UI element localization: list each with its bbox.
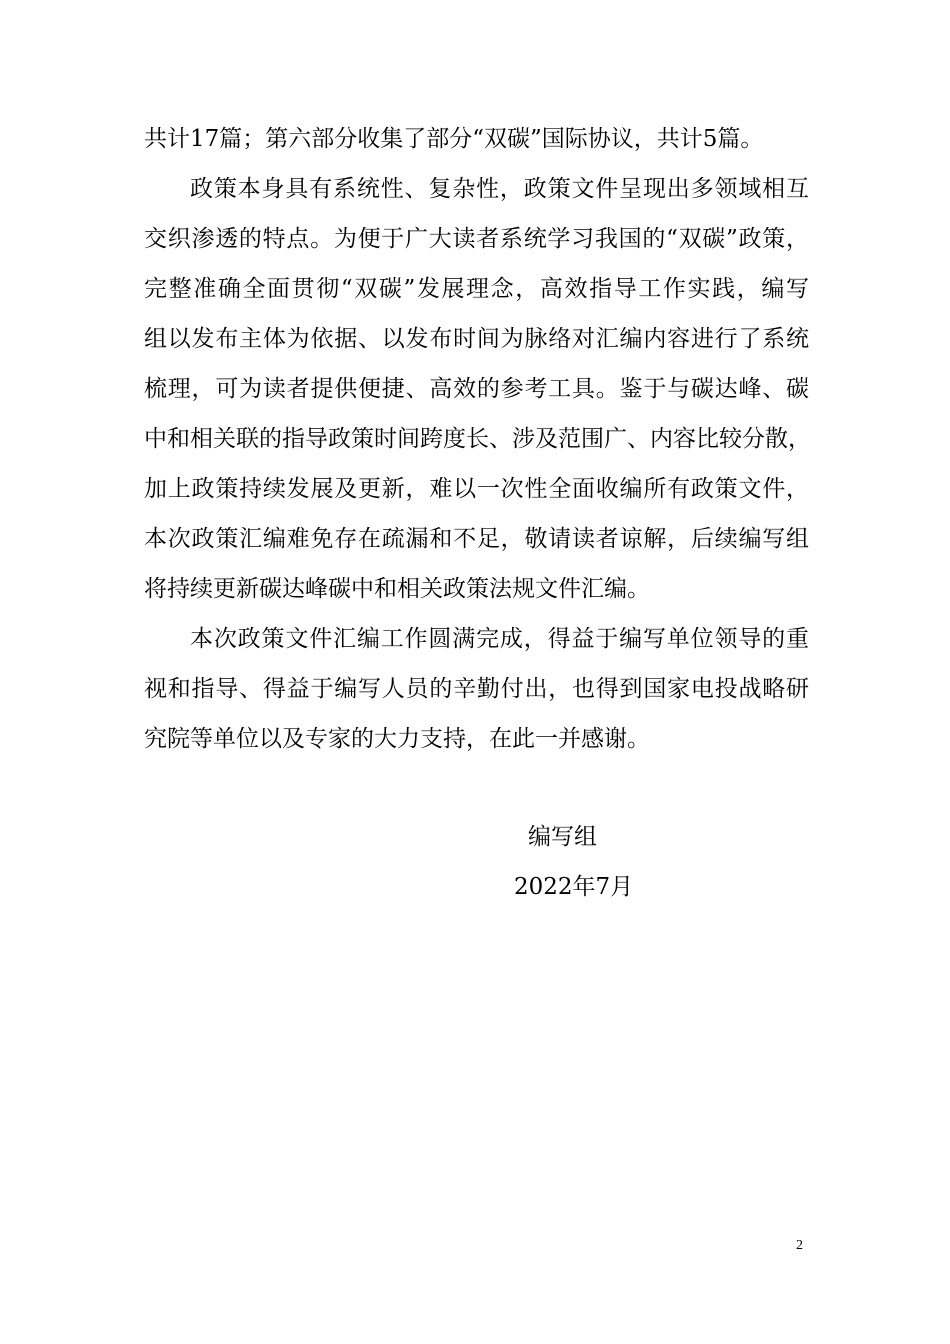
paragraph-line: 组以发布主体为依据、以发布时间为脉络对汇编内容进行了系统	[144, 326, 809, 352]
paragraph-line: 究院等单位以及专家的大力支持，在此一并感谢。	[144, 726, 650, 752]
paragraph-line: 本次政策汇编难免存在疏漏和不足，敬请读者谅解，后续编写组	[144, 526, 809, 552]
paragraph-line: 完整准确全面贯彻“双碳”发展理念，高效指导工作实践，编写	[144, 276, 809, 302]
signature-author: 编写组	[528, 824, 597, 850]
page-number: 2	[796, 1238, 803, 1253]
paragraph-line: 共计17篇；第六部分收集了部分“双碳”国际协议，共计5篇。	[144, 126, 764, 152]
paragraph-line: 加上政策持续发展及更新，难以一次性全面收编所有政策文件，	[144, 476, 809, 502]
paragraph-line: 将持续更新碳达峰碳中和相关政策法规文件汇编。	[144, 576, 650, 602]
paragraph-line: 中和相关联的指导政策时间跨度长、涉及范围广、内容比较分散，	[144, 426, 811, 452]
paragraph-line: 交织渗透的特点。为便于广大读者系统学习我国的“双碳”政策，	[144, 226, 809, 252]
paragraph-line: 政策本身具有系统性、复杂性，政策文件呈现出多领域相互	[190, 176, 809, 202]
body-text	[144, 114, 809, 764]
paragraph-line: 梳理，可为读者提供便捷、高效的参考工具。鉴于与碳达峰、碳	[144, 376, 809, 402]
paragraph-line: 本次政策文件汇编工作圆满完成，得益于编写单位领导的重	[190, 626, 809, 652]
signature-date: 2022年7月	[514, 874, 634, 900]
paragraph-line: 视和指导、得益于编写人员的辛勤付出，也得到国家电投战略研	[144, 676, 809, 702]
